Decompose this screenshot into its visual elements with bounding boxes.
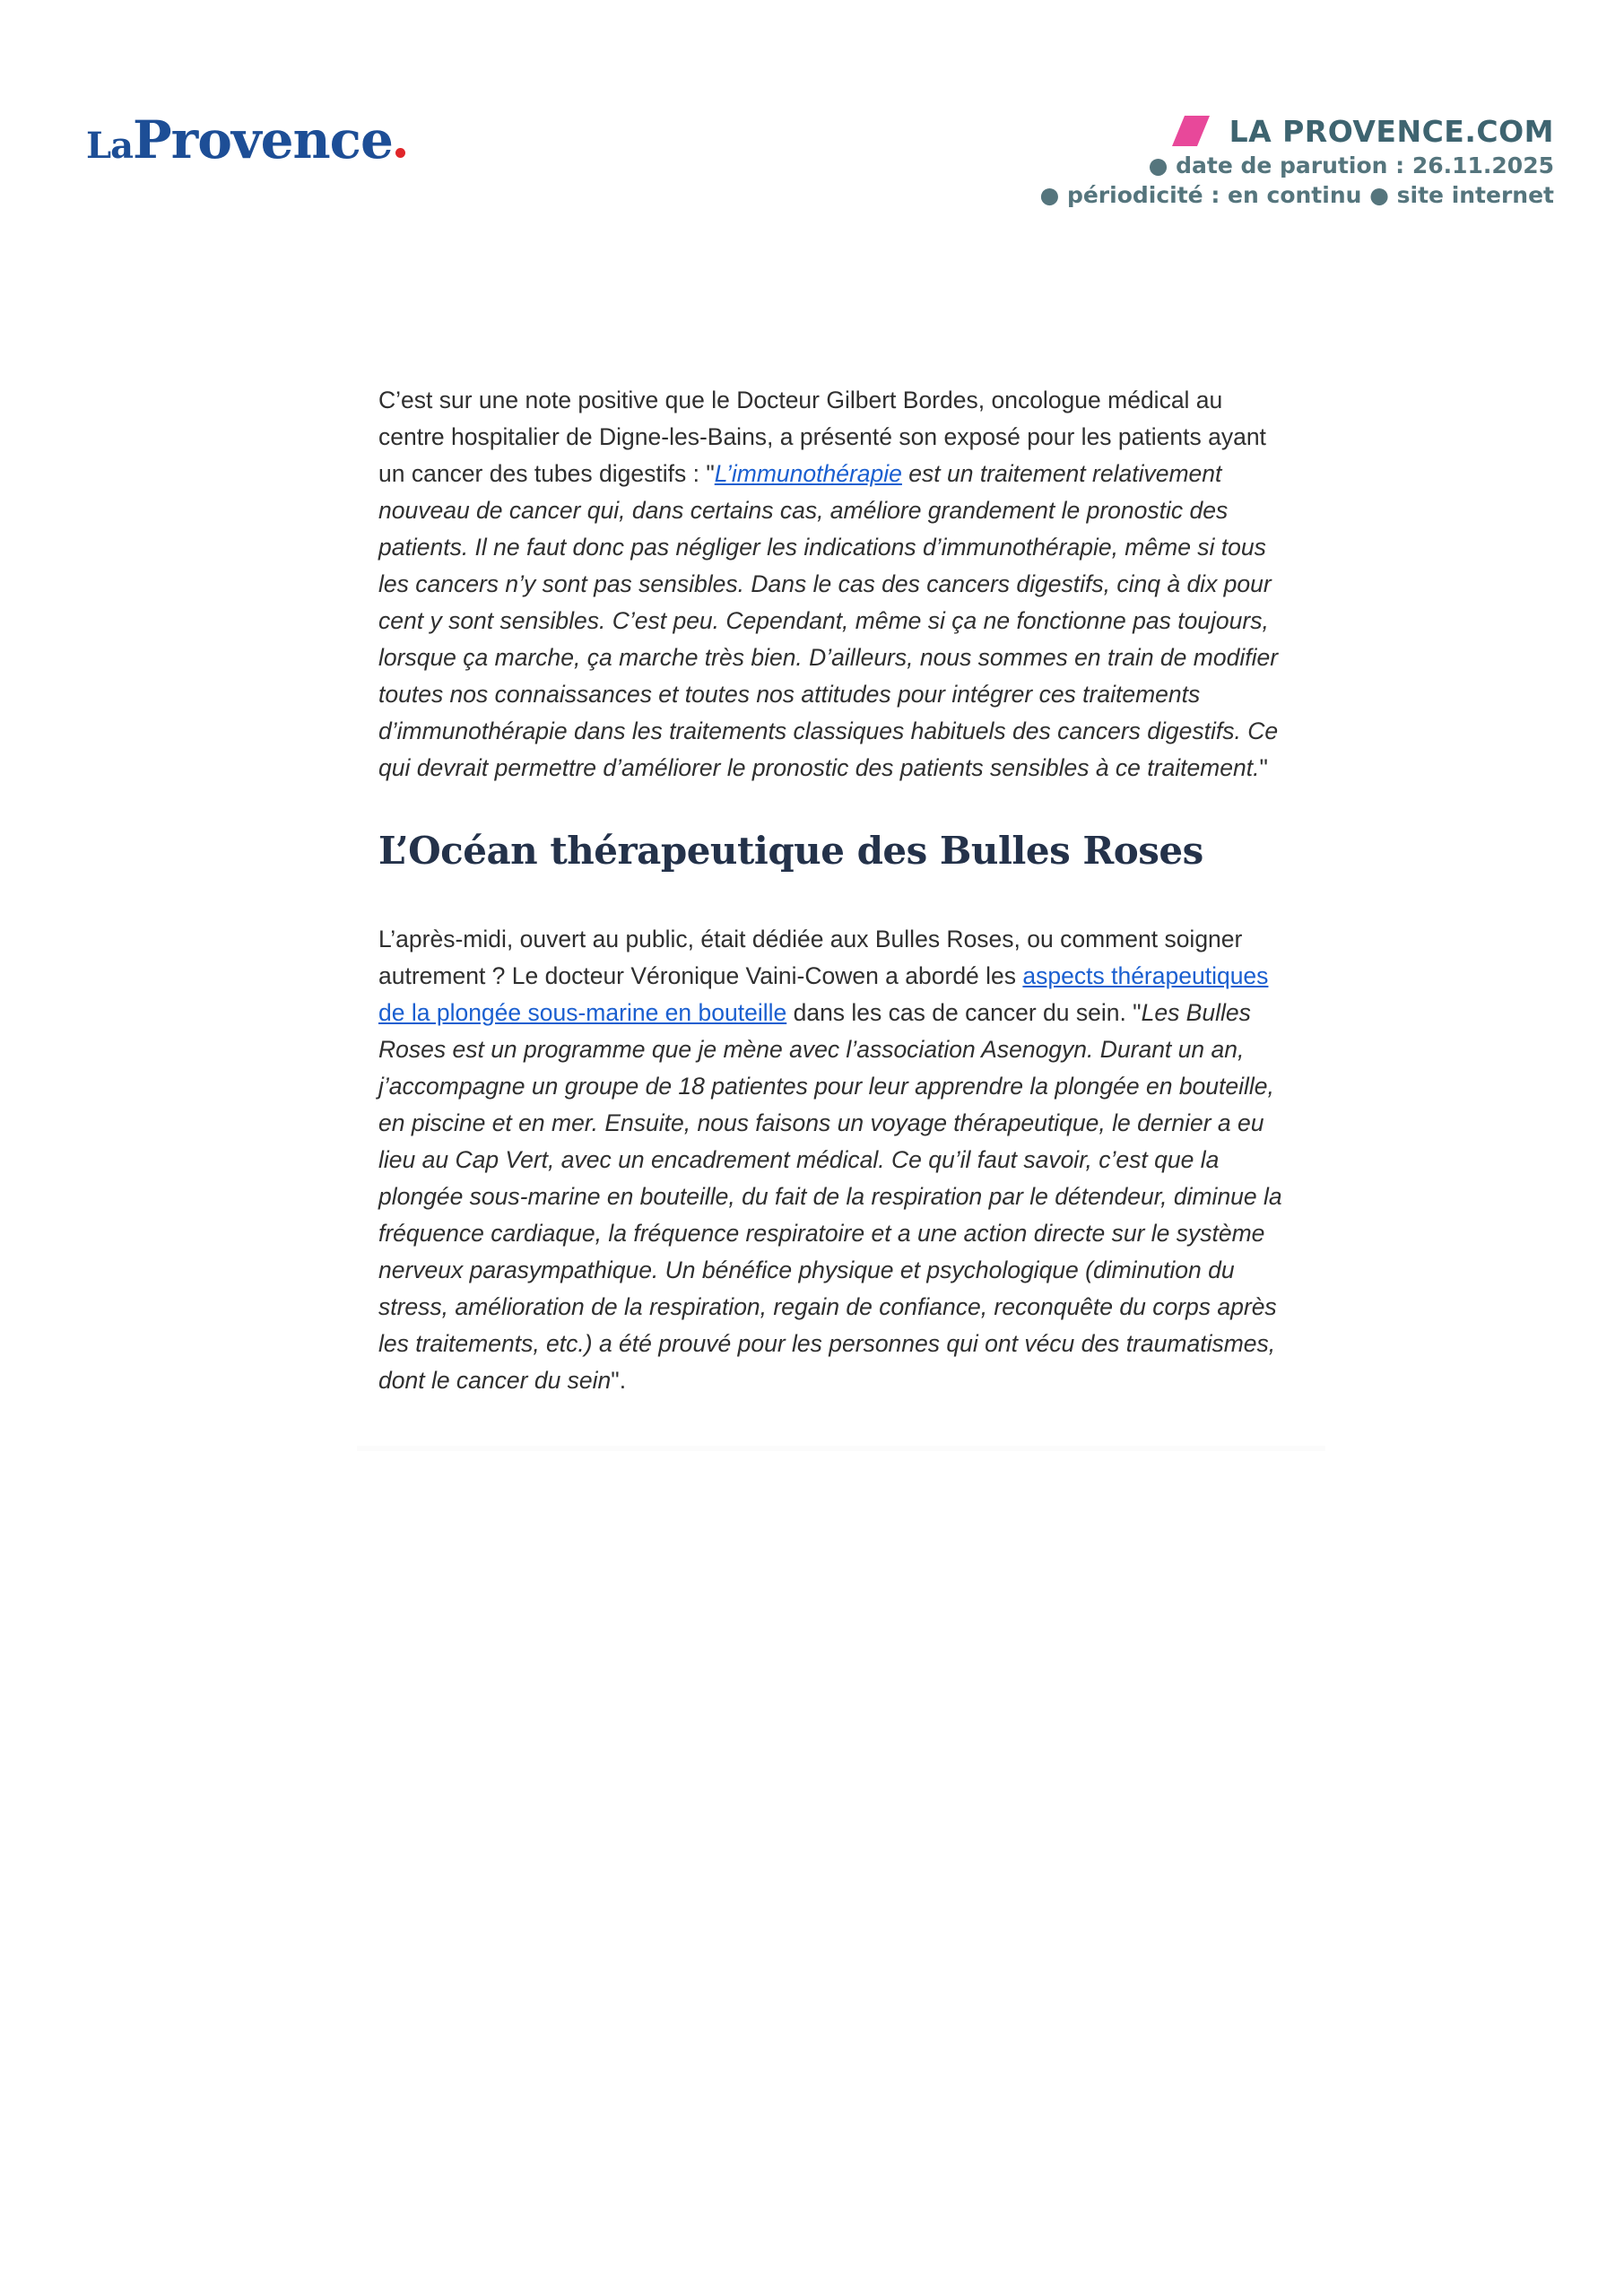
periodicity: ● périodicité : en continu ● site internet [1039, 182, 1554, 208]
article-body [378, 382, 1284, 1399]
p2-end: ". [611, 1367, 627, 1394]
diving-aspects-link[interactable]: aspects thérapeutiques de la plongée sous-marine en bouteille [378, 962, 1269, 1026]
logo-dot [395, 148, 405, 158]
logo-provence: Provence [133, 109, 393, 170]
section-heading: L’Océan thérapeutique des Bulles Roses [378, 829, 1203, 873]
publication-date: ● date de parution : 26.11.2025 [1148, 152, 1554, 178]
p2-quote: Les Bulles Roses est un programme que je mène avec l’association Asenogyn. Durant un an, j’accompagne un groupe de 18 patientes pour leur apprendre la plongée en bouteille, en piscine et en mer. Ensuite, nous faisons un voyage thérapeutique, le dernier a eu lieu au Cap Vert, avec un encadrement médical. Ce qu’il faut savoir, c’est que la plongée sous-marine en bouteille, du fait de la respiration par le détendeur, diminue la fréquence cardiaque, la fréquence respiratoire et a une action directe sur le système nerveux parasympathique. Un bénéfice physique et psychologique (diminution du stress, amélioration de la respiration, regain de confiance, reconquête du corps après les traitements, etc.) a été prouvé pour les personnes qui ont vécu des traumatismes, dont le cancer du sein [378, 999, 1282, 1394]
source-name: LA PROVENCE.COM [1229, 113, 1554, 149]
immunotherapy-link[interactable]: L’immunothérapie [714, 460, 902, 487]
source-info [1039, 111, 1554, 210]
p1-quote: est un traitement relativement nouveau de cancer qui, dans certains cas, améliore grandement le pronostic des patients. Il ne faut donc pas négliger les indications d’immunothérapie, même si tous les cancers n’y sont pas sensibles. Dans le cas des cancers digestifs, cinq à dix pour cent y sont sensibles. C’est peu. Cependant, même si ça ne fonctionne pas toujours, lorsque ça marche, ça marche très bien. D’ailleurs, nous sommes en train de modifier toutes nos connaissances et toutes nos attitudes pour intégrer ces traitements d’immunothérapie dans les traitements classiques habituels des cancers digestifs. Ce qui devrait permettre d’améliorer le pronostic des patients sensibles à ce traitement. [378, 460, 1279, 781]
p2-middle: dans les cas de cancer du sein. " [786, 999, 1142, 1026]
p1-intro: C’est sur une note positive que le Docteur Gilbert Bordes, oncologue médical au centre hospitalier de Digne-les-Bains, a présenté son exposé pour les patients ayant un cancer des tubes digestifs : " [378, 387, 1266, 487]
p2-intro: L’après-midi, ouvert au public, était dédiée aux Bulles Roses, ou comment soigner autrement ? Le docteur Véronique Vaini-Cowen a abordé les [378, 926, 1243, 989]
p1-end: " [1259, 754, 1268, 781]
paragraph-immunotherapy [378, 382, 1284, 787]
la-provence-logo [86, 109, 405, 170]
pink-slash-icon [1172, 116, 1210, 146]
logo-la: La [86, 125, 134, 167]
paragraph-bulles-roses [378, 921, 1284, 1399]
content-bottom-shade [357, 1446, 1325, 1451]
